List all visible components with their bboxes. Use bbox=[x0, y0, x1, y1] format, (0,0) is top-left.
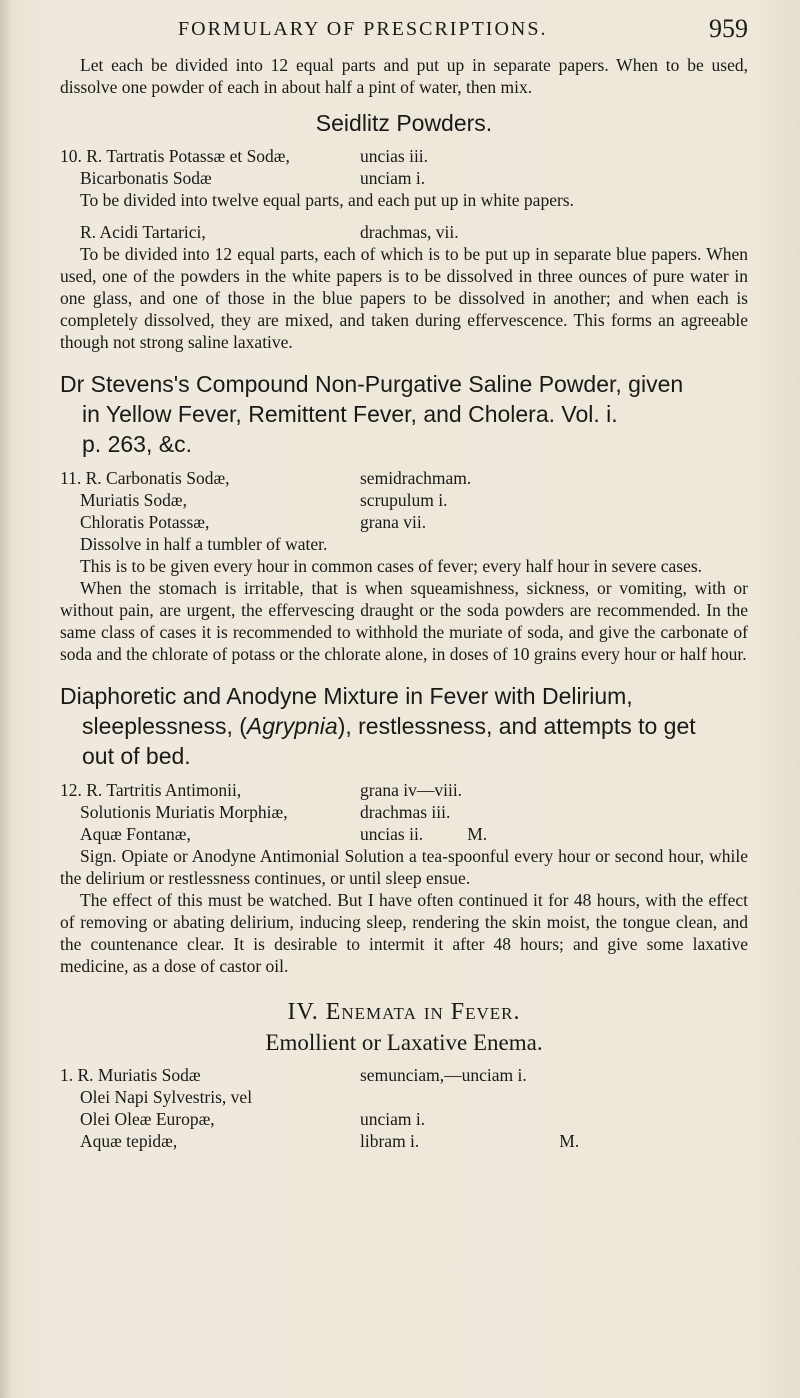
rx-direction: To be divided into 12 equal parts, each of which is to be put up in separate blue papers. When used, one of the powders in the white papers is to be dissolved in three ounces of pure water in one glass, and one of those in the blue papers to be dissolved in another; and when each is completely dissolved, they are mixed, and taken during effervescence. This forms an agreeable though not strong saline laxative. bbox=[60, 244, 748, 352]
rx-line bbox=[60, 467, 748, 489]
rx-dose-value: libram i. bbox=[360, 1131, 420, 1151]
rx-line bbox=[60, 221, 748, 243]
rx-dose: grana vii. bbox=[360, 512, 427, 532]
rx-line bbox=[60, 1130, 748, 1152]
rx-line bbox=[60, 1064, 748, 1086]
rx-ingredient: Muriatis Sodæ, bbox=[80, 490, 187, 510]
rx-ingredient: 1. R. Muriatis Sodæ bbox=[60, 1065, 201, 1085]
heading-line bbox=[60, 711, 748, 741]
rx-direction: The effect of this must be watched. But I have often continued it for 48 hours, with the effect of removing or abating delirium, inducing sleep, rendering the skin moist, the tongue clean, and the countenance clear. It is desirable to intermit it after 48 hours; and give some laxative medicine, as a dose of castor oil. bbox=[60, 890, 748, 976]
rx-dose bbox=[360, 1130, 748, 1152]
enemata-heading: IV. Enemata in Fever. bbox=[287, 999, 521, 1025]
page-number: 959 bbox=[709, 14, 748, 43]
rx-ingredient: Chloratis Potassæ, bbox=[80, 512, 210, 532]
rx-dose: drachmas, vii. bbox=[360, 222, 459, 242]
misce-mark: M. bbox=[467, 824, 488, 844]
rx-dose: grana iv—viii. bbox=[360, 780, 463, 800]
rx-dose bbox=[360, 823, 748, 845]
running-title: FORMULARY OF PRESCRIPTIONS. bbox=[178, 18, 548, 40]
binding-shadow bbox=[0, 0, 12, 1398]
prescription-10b bbox=[60, 221, 748, 353]
prescription-11 bbox=[60, 467, 748, 665]
rx-dose: scrupulum i. bbox=[360, 490, 448, 510]
rx-ingredient: Aquæ Fontanæ, bbox=[80, 824, 191, 844]
rx-line bbox=[60, 489, 748, 511]
prescription-enema-1 bbox=[60, 1064, 748, 1152]
rx-dose: unciam i. bbox=[360, 1109, 426, 1129]
rx-line bbox=[60, 167, 748, 189]
misce-mark: M. bbox=[559, 1131, 580, 1151]
rx-ingredient: 12. R. Tartritis Antimonii, bbox=[60, 780, 242, 800]
diaphoretic-heading bbox=[60, 681, 748, 771]
heading-emphasis: Agrypnia bbox=[246, 713, 338, 739]
heading-line: Dr Stevens's Compound Non-Purgative Saline Powder, given bbox=[60, 371, 684, 397]
rx-line bbox=[60, 1108, 748, 1130]
rx-dose bbox=[360, 1086, 748, 1108]
stevens-heading bbox=[60, 369, 748, 459]
rx-dose: semunciam,—unciam i. bbox=[360, 1065, 527, 1085]
rx-ingredient: Aquæ tepidæ, bbox=[80, 1131, 178, 1151]
rx-direction: To be divided into twelve equal parts, and each put up in white papers. bbox=[80, 190, 574, 210]
rx-dose: drachmas iii. bbox=[360, 802, 451, 822]
rx-direction: When the stomach is irritable, that is when squeamishness, sickness, or vomiting, with or without pain, are urgent, the effervescing draught or the soda powders are recommended. In the same class of cases it is recommended to withhold the muriate of soda, and give the carbonate of soda and the chlorate of potass or the chlorate alone, in doses of 10 grains every hour or half hour. bbox=[60, 578, 748, 664]
rx-ingredient: R. Acidi Tartarici, bbox=[80, 222, 206, 242]
heading-line: Diaphoretic and Anodyne Mixture in Fever with Delirium, bbox=[60, 683, 633, 709]
heading-fragment: ), restlessness, and attempts to get bbox=[337, 713, 696, 739]
rx-ingredient: Olei Napi Sylvestris, vel bbox=[80, 1087, 253, 1107]
prescription-12 bbox=[60, 779, 748, 977]
rx-line bbox=[60, 1086, 748, 1108]
rx-dose: unciam i. bbox=[360, 168, 426, 188]
rx-line bbox=[60, 779, 748, 801]
rx-line bbox=[60, 801, 748, 823]
rx-ingredient: 11. R. Carbonatis Sodæ, bbox=[60, 468, 230, 488]
intro-paragraph: Let each be divided into 12 equal parts and put up in separate papers. When to be used, dissolve one powder of each in about half a pint of water, then mix. bbox=[60, 55, 748, 97]
seidlitz-heading: Seidlitz Powders. bbox=[315, 110, 493, 136]
prescription-10 bbox=[60, 145, 748, 211]
heading-line: in Yellow Fever, Remittent Fever, and Cholera. Vol. i. bbox=[82, 401, 618, 427]
rx-dose-value: uncias ii. bbox=[360, 824, 424, 844]
rx-line bbox=[60, 823, 748, 845]
rx-line bbox=[60, 511, 748, 533]
rx-ingredient: Solutionis Muriatis Morphiæ, bbox=[80, 802, 288, 822]
rx-ingredient: 10. R. Tartratis Potassæ et Sodæ, bbox=[60, 146, 290, 166]
rx-direction: This is to be given every hour in common cases of fever; every half hour in severe cases. bbox=[80, 556, 703, 576]
heading-line: p. 263, &c. bbox=[82, 431, 192, 457]
rx-ingredient: Bicarbonatis Sodæ bbox=[80, 168, 212, 188]
heading-fragment: sleeplessness, ( bbox=[82, 713, 247, 739]
rx-direction: Dissolve in half a tumbler of water. bbox=[80, 534, 328, 554]
rx-dose: uncias iii. bbox=[360, 146, 429, 166]
rx-dose: semidrachmam. bbox=[360, 468, 472, 488]
rx-ingredient: Olei Oleæ Europæ, bbox=[80, 1109, 215, 1129]
rx-direction: Sign. Opiate or Anodyne Antimonial Solution a tea-spoonful every hour or second hour, while the delirium or restlessness continues, or until sleep ensue. bbox=[60, 846, 748, 888]
running-header bbox=[60, 14, 748, 54]
enema-subheading: Emollient or Laxative Enema. bbox=[265, 1030, 543, 1055]
heading-line: out of bed. bbox=[82, 743, 191, 769]
rx-line bbox=[60, 145, 748, 167]
